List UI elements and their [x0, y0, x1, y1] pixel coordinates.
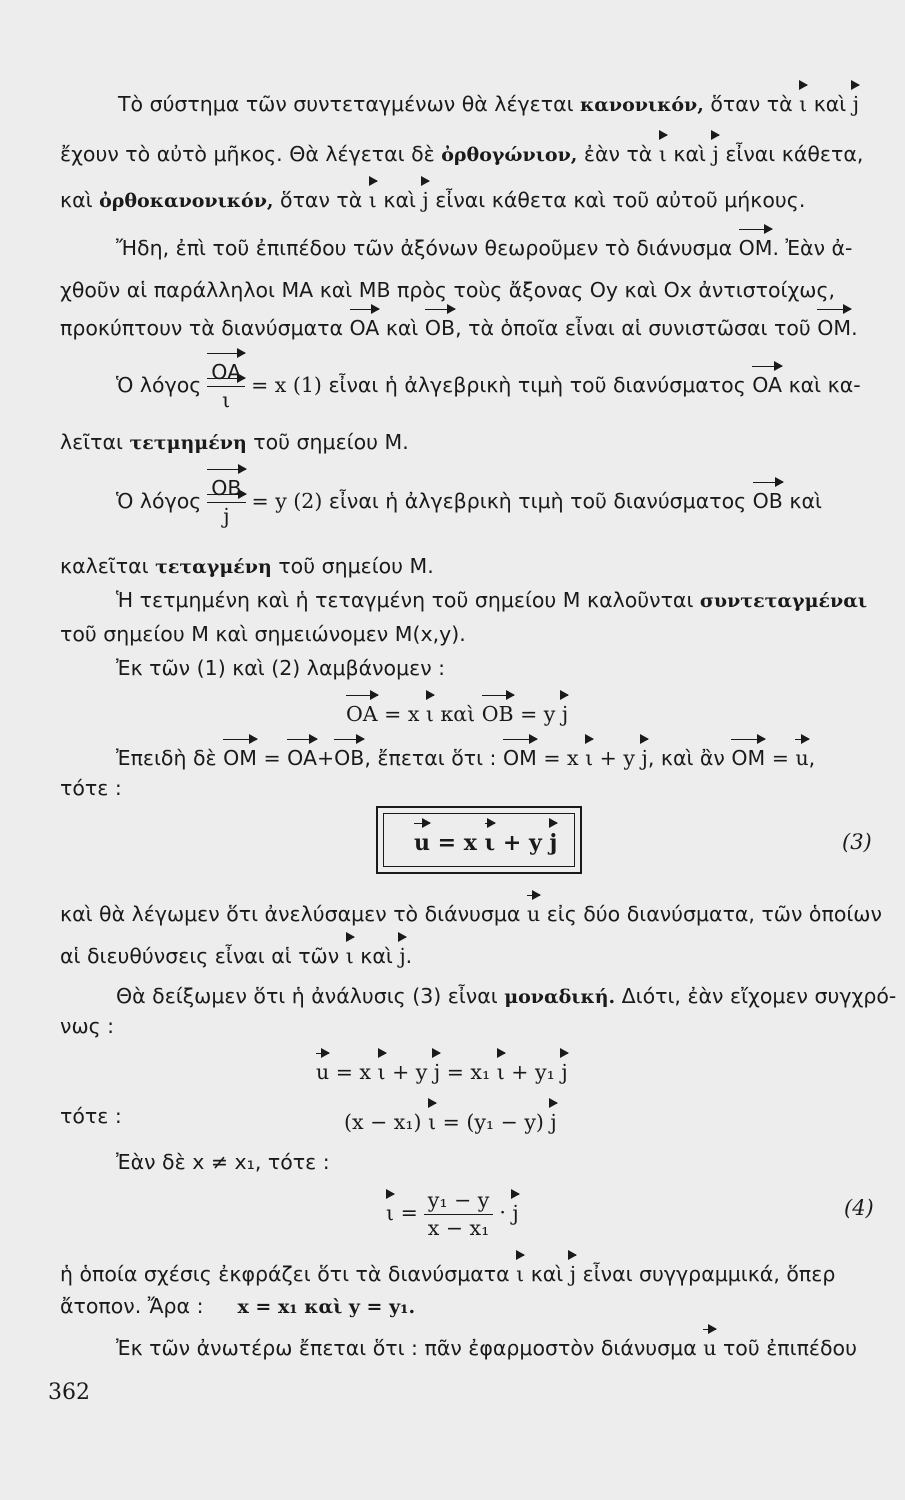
vector-j: j — [422, 188, 429, 212]
text: τότε : — [60, 1104, 122, 1128]
vector-OM: OM — [738, 236, 773, 260]
bold-term-orthokanonikon: ὀρθοκανονικόν, — [99, 190, 274, 212]
fraction-y-over-x — [424, 1190, 494, 1238]
line-10 — [60, 556, 434, 577]
vector-j: j — [433, 1060, 441, 1084]
vector-i: ι — [428, 1110, 437, 1134]
text: ἔχουν τὸ αὐτὸ μῆκος. Θὰ λέγεται δὲ — [60, 142, 442, 166]
text: , ἔπεται ὅτι : — [364, 746, 503, 770]
line-15 — [116, 748, 815, 769]
text: Ἐὰν δὲ x ≠ x₁, τότε : — [116, 1150, 330, 1174]
text: + y — [593, 746, 642, 770]
text: ἡ ὁποία σχέσις ἐκφράζει ὅτι τὰ διανύσματα — [60, 1262, 517, 1286]
text: χθοῦν αἱ παράλληλοι MA καὶ MB πρὸς τοὺς ἄξονας Oy καὶ Ox ἀντιστοίχως, — [60, 278, 835, 302]
text: = — [256, 746, 288, 770]
line-16 — [60, 778, 122, 799]
fraction-numerator: y₁ − y — [424, 1190, 494, 1215]
text: = (y₁ − y) — [436, 1110, 551, 1134]
line-25 — [60, 1264, 835, 1285]
vector-j: j — [561, 702, 569, 726]
vector-i: ι — [484, 830, 496, 856]
text: Θὰ δείξωμεν ὅτι ἡ ἀνάλυσις (3) εἶναι — [116, 984, 505, 1008]
text: εἰς δύο διανύσματα, τῶν ὁποίων — [540, 902, 882, 926]
text: (x − x₁) — [344, 1110, 429, 1134]
text: τότε : — [60, 776, 122, 800]
bold-term-syntetagmenai: συντεταγμέναι — [699, 590, 868, 612]
text: καὶ — [782, 489, 822, 513]
vector-i: ι — [425, 702, 434, 726]
text: . — [405, 944, 413, 968]
text: Ἐκ τῶν ἀνωτέρω ἔπεται ὅτι : πᾶν ἐφαρμοστὸν διάνυσμα — [116, 1336, 704, 1360]
text: Ἐπειδὴ δὲ — [116, 746, 224, 770]
vector-j: j — [712, 142, 719, 166]
text: + y — [495, 830, 550, 856]
text: Ἐκ τῶν (1) καὶ (2) λαμβάνομεν : — [116, 656, 446, 680]
vector-OA: OA — [752, 373, 783, 397]
equation-tag-3: (3) — [842, 830, 872, 854]
vector-u: u — [414, 830, 430, 856]
text: καὶ — [807, 92, 853, 116]
text: = y — [513, 702, 562, 726]
vector-i: ι — [345, 944, 354, 968]
fraction-numerator: OB — [207, 478, 245, 503]
text: τοῦ ἐπιπέδου — [716, 1336, 857, 1360]
text: = x₁ — [440, 1060, 497, 1084]
text: Διότι, ἐὰν εἴχομεν συγχρό- — [615, 984, 897, 1008]
text: + — [316, 746, 335, 770]
text: + y — [385, 1060, 434, 1084]
fraction-numerator: OA — [207, 362, 245, 387]
text: = x — [536, 746, 586, 770]
text: · — [499, 1200, 513, 1225]
text: = — [400, 1200, 418, 1225]
vector-i: ι — [496, 1060, 505, 1084]
text: τοῦ σημείου M. — [246, 430, 409, 454]
vector-i: ι — [368, 188, 377, 212]
text: λεῖται — [60, 430, 130, 454]
text: τοῦ σημείου M. — [271, 554, 434, 578]
line-12 — [60, 624, 466, 645]
text: καὶ κα- — [782, 373, 861, 397]
line-5 — [60, 280, 835, 301]
equation-line-21 — [316, 1062, 568, 1083]
text: , — [808, 746, 816, 770]
line-4 — [116, 238, 852, 259]
bold-term-kanonikon: κανονικόν, — [580, 94, 704, 116]
vector-OM: OM — [223, 746, 257, 770]
line-13 — [116, 658, 445, 679]
text: = x — [329, 1060, 378, 1084]
line-11 — [116, 590, 867, 611]
text: καὶ — [524, 1262, 570, 1286]
vector-u: u — [526, 902, 541, 926]
text: ἄτοπον. Ἄρα : — [60, 1294, 204, 1318]
fraction-OB-over-j — [207, 478, 245, 526]
equation-line-22 — [344, 1112, 557, 1133]
equation-line-24 — [386, 1190, 519, 1238]
line-7 — [116, 362, 861, 410]
conclusion-equation: x = x₁ καὶ y = y₁. — [237, 1296, 416, 1318]
text: τοῦ σημείου M καὶ σημειώνομεν M(x,y). — [60, 622, 466, 646]
line-8 — [60, 432, 409, 453]
vector-j: j — [550, 1110, 557, 1134]
text: αἱ διευθύνσεις εἶναι αἱ τῶν — [60, 944, 346, 968]
text: προκύπτουν τὰ διανύσματα — [60, 316, 350, 340]
vector-OB: OB — [334, 746, 365, 770]
vector-j: j — [512, 1200, 519, 1225]
text: καὶ — [379, 316, 425, 340]
equation-1: = x (1) — [251, 373, 322, 397]
text: Ὁ λόγος — [116, 489, 202, 513]
text: = x — [430, 830, 485, 856]
line-18 — [60, 946, 412, 967]
line-27 — [116, 1338, 857, 1359]
vector-OB: OB — [424, 316, 456, 340]
text: Ἤδη, ἐπὶ τοῦ ἐπιπέδου τῶν ἀξόνων θεωροῦμεν τὸ διάνυσμα — [116, 236, 739, 260]
text: , καὶ ἂν — [647, 746, 732, 770]
vector-OB: OB — [481, 702, 514, 726]
text: καὶ — [353, 944, 400, 968]
line-23 — [116, 1152, 330, 1173]
text: . Ἐὰν ἀ- — [772, 236, 853, 260]
text: , τὰ ὁποῖα εἶναι αἱ συνιστῶσαι τοῦ — [455, 316, 818, 340]
vector-OA: OA — [346, 702, 378, 726]
line-9 — [116, 478, 822, 526]
vector-j: j — [399, 944, 406, 968]
text: καὶ — [666, 142, 713, 166]
vector-u: u — [703, 1336, 717, 1360]
vector-i: ι — [799, 92, 808, 116]
vector-i: ι — [585, 746, 594, 770]
line-6 — [60, 318, 858, 339]
vector-OM: OM — [731, 746, 766, 770]
equation-2: = y (2) — [251, 489, 323, 513]
text: Ὁ λόγος — [116, 373, 202, 397]
text: εἶναι συγγραμμικά, ὅπερ — [576, 1262, 836, 1286]
line-20 — [60, 1016, 114, 1037]
vector-OB: OB — [752, 489, 783, 513]
text: καὶ — [433, 702, 482, 726]
vector-i: ι — [516, 1262, 525, 1286]
fraction-denominator: ι — [207, 387, 245, 411]
text: Τὸ σύστημα τῶν συντεταγμένων θὰ λέγεται — [118, 92, 581, 116]
text: ὅταν τὰ — [703, 92, 800, 116]
text: νως : — [60, 1014, 115, 1038]
text: ἐὰν τὰ — [577, 142, 659, 166]
text: + y₁ — [504, 1060, 562, 1084]
equation-line-14 — [346, 704, 568, 725]
line-2 — [60, 144, 863, 165]
fraction-OA-over-i — [207, 362, 245, 410]
vector-j: j — [561, 1060, 568, 1084]
text: ὅταν τὰ — [273, 188, 369, 212]
boxed-equation — [414, 832, 557, 854]
vector-i: ι — [377, 1060, 386, 1084]
line-22-label — [60, 1106, 122, 1127]
text: καὶ — [60, 188, 100, 212]
fraction-denominator: j — [207, 503, 245, 527]
vector-OA: OA — [287, 746, 317, 770]
vector-j: j — [852, 92, 860, 116]
vector-j: j — [569, 1262, 577, 1286]
line-1 — [118, 94, 859, 115]
vector-u: u — [795, 746, 809, 770]
vector-j: j — [641, 746, 648, 770]
vector-OA: OA — [349, 316, 380, 340]
line-3 — [60, 190, 805, 211]
text: Ἡ τετμημένη καὶ ἡ τεταγμένη τοῦ σημείου M καλοῦνται — [116, 588, 700, 612]
text: εἶναι κάθετα, — [718, 142, 864, 166]
line-19 — [116, 986, 896, 1007]
line-26 — [60, 1296, 415, 1317]
text: καὶ — [376, 188, 423, 212]
fraction-denominator: x − x₁ — [427, 1215, 490, 1240]
text: εἶναι κάθετα καὶ τοῦ αὐτοῦ μήκους. — [428, 188, 806, 212]
vector-OM: OM — [502, 746, 537, 770]
page-number: 362 — [48, 1380, 90, 1405]
equation-tag-4: (4) — [844, 1196, 874, 1220]
text: = x — [377, 702, 426, 726]
text: . — [851, 316, 858, 340]
vector-OM: OM — [817, 316, 852, 340]
bold-term-tetmimeni: τετμημένη — [129, 432, 247, 454]
line-17 — [60, 904, 882, 925]
text: = — [765, 746, 796, 770]
bold-term-orthogonion: ὀρθογώνιον, — [441, 144, 578, 166]
text: εἶναι ἡ ἀλγεβρικὴ τιμὴ τοῦ διανύσματος — [321, 373, 753, 397]
vector-i: ι — [658, 142, 667, 166]
text: εἶναι ἡ ἀλγεβρικὴ τιμὴ τοῦ διανύσματος — [322, 489, 753, 513]
text: καλεῖται — [60, 554, 156, 578]
vector-u: u — [316, 1060, 330, 1084]
vector-j: j — [549, 830, 558, 856]
vector-i: ι — [386, 1200, 395, 1225]
text: καὶ θὰ λέγωμεν ὅτι ἀνελύσαμεν τὸ διάνυσμα — [60, 902, 527, 926]
bold-term-tetagmeni: τεταγμένη — [155, 556, 272, 578]
bold-term-monadiki: μοναδική. — [504, 986, 616, 1008]
